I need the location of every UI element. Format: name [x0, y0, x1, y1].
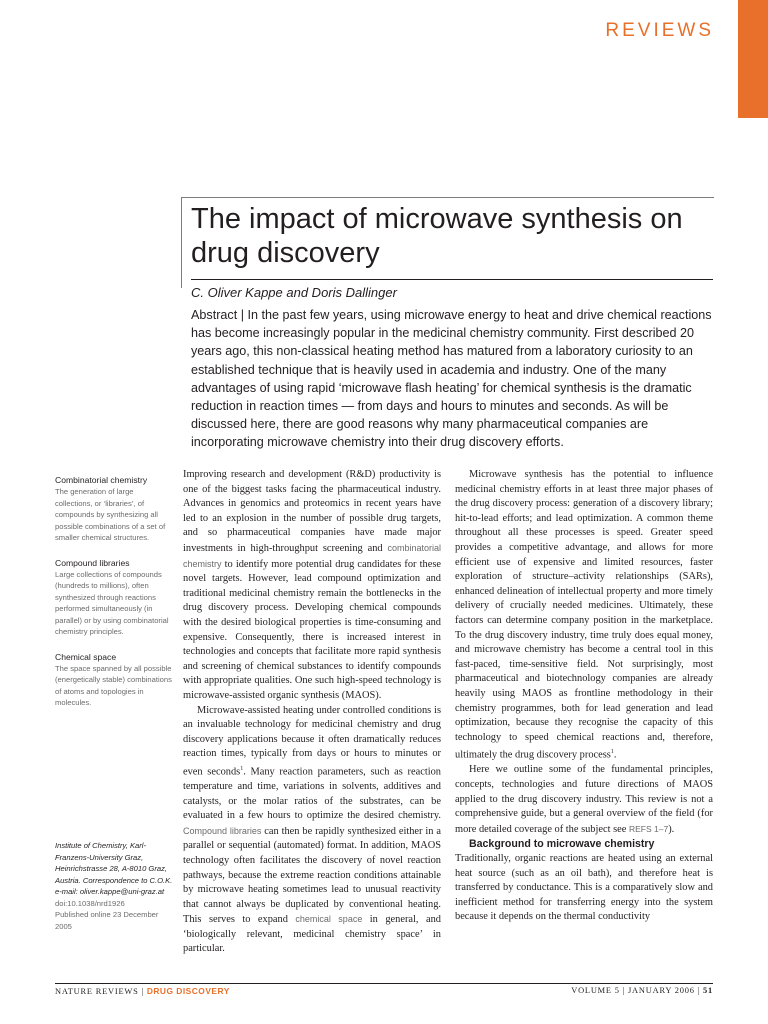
abstract: Abstract | In the past few years, using microwave energy to heat and drive chemical reactions has become increasingly popular in the medicinal chemistry community. First described 20 years ago, this non-classical heating method has matured from a laboratory curiosity to an established technique that is heavily used in academia and industry. One of the many advantages of using rapid ‘microwave flash heating’ for chemical synthesis is the dramatic reduction in reaction times — from days and hours to minutes and seconds. As will be discussed here, there are good reasons why many pharmaceutical companies are incorporating microwave chemistry into their drug discovery efforts. — [191, 308, 712, 450]
glossary-link[interactable]: Compound libraries — [183, 825, 262, 836]
glossary-term: Chemical space — [55, 651, 117, 662]
section-heading: Background to microwave chemistry — [469, 838, 655, 851]
footer-section: DRUG DISCOVERY — [146, 986, 230, 996]
section-color-tab — [738, 0, 768, 118]
body-paragraph: Improving research and development (R&D) productivity is one of the biggest tasks facing the pharmaceutical industry. Advances in genomics and proteomics in recent years have led to an explosion in the number of possible drug targets, and so pharmaceutical companies have made major investments in high-throughput screening and combinatorial chemistry to identify more potential drug candidates for these novel targets. However, lead compound optimization and traditional medicinal chemistry remain the bottlenecks in the drug discovery process. Developing chemical compounds with the desired biological properties is time-consuming and expensive. Consequently, there is increased interest in technologies and concepts that facilitate more rapid synthesis and screening of chemical substances to identify compounds with appropriate qualities. One such high-speed technology is microwave-assisted organic synthesis (MAOS). — [183, 469, 441, 701]
glossary-link[interactable]: chemical space — [295, 914, 363, 925]
body-column-1 — [183, 468, 441, 957]
footer-journal: NATURE REVIEWS | DRUG DISCOVERY — [55, 986, 230, 996]
body-paragraph: Microwave-assisted heating under controlled conditions is an invaluable technology for medicinal chemistry and drug discovery applications because it often dramatically reduces reaction times, typically from days or hours to minutes or even seconds$^1$. Many reaction parameters, such as reaction temperature and time, variations in solvents, additives and catalysts, or the molar ratios of the substrates, can be evaluated in a few hours to optimize the desired chemistry. Compound libraries can then be rapidly synthesized either in a parallel or sequential (automated) format. In addition, MAOS technology often facilitates the discovery of novel reaction pathways, because the extreme reaction conditions attainable by microwave heating sometimes lead to unusual reactivity that cannot always be duplicated by conventional heating. This serves to expand chemical space in general, and ‘biologically relevant, medicinal chemistry space’ in particular. — [183, 704, 441, 955]
article-title: The impact of microwave synthesis on drug discovery — [191, 203, 683, 269]
author-affiliation — [55, 840, 173, 932]
publication-date: Published online 23 December 2005 — [55, 910, 159, 931]
article-authors: C. Oliver Kappe and Doris Dallinger — [191, 285, 397, 300]
body-paragraph: Here we outline some of the fundamental principles, concepts, technologies and future directions of MAOS applied to the drug discovery industry. This review is not a comprehensive guide, but a general overview of the field (for more detailed coverage of the subject see REFS 1–7). — [455, 764, 713, 835]
reference-mark: 1 — [240, 765, 244, 772]
footer-rule — [55, 983, 713, 984]
body-paragraph: Microwave synthesis has the potential to influence medicinal chemistry efforts in at least three major phases of the drug discovery process: generation of a discovery library; hit-to-lead efforts; and lead optimization. A common theme throughout all these processes is speed. Greater speed provides a competitive advantage, and allows for more efficient use of expensive and limited resources, faster exploration of structure–activity relationships (SARs), enhanced delineation of intellectual property and more timely delivery of crucially needed medicines. Ultimately, these factors can determine company position in the marketplace. To the drug discovery industry, time truly does equal money, and microwave chemistry has become a central tool in this fast-paced, time-sensitive field. Not surprisingly, most pharmaceutical and biotechnology companies are already heavily using MAOS as frontline methodology in their chemistry programmes, both for lead generation and lead optimization, because they recognise the capacity of this technology to speed chemical reactions and, therefore, ultimately the drug discovery process$^1$. — [455, 469, 713, 761]
glossary-definition: Large collections of compounds (hundreds to millions), often synthesized through reactions performed simultaneously (in parallel) or by using combinatorial chemistry principles. — [55, 569, 169, 636]
glossary-definition: The generation of large collections, or ‘libraries’, of compounds by synthesizing all possible combinations of a set of smaller chemical structures. — [55, 487, 166, 542]
affiliation-address: Institute of Chemistry, Karl-Franzens-University Graz, Heinrichstrasse 28, A-8010 Graz, Austria. Correspondence to C.O.K. e-mail: oliver.kappe@uni-graz.at — [55, 841, 173, 896]
glossary-link[interactable]: combinatorial chemistry — [183, 542, 441, 569]
glossary-sidebar — [55, 474, 173, 722]
body-paragraph: Traditionally, organic reactions are heated using an external heat source (such as an oil bath), and therefore heat is transferred by conductance. This is a comparatively slow and inefficient method for transferring energy into the system because it depends on the thermal conductivity — [455, 852, 713, 923]
glossary-entry — [55, 557, 173, 638]
glossary-term: Combinatorial chemistry — [55, 475, 148, 485]
footer-issue: VOLUME 5 | JANUARY 2006 | 51 — [571, 986, 713, 995]
body-column-2 — [455, 468, 713, 925]
section-label: REVIEWS — [605, 20, 714, 41]
glossary-definition: The space spanned by all possible (energetically stable) combinations of atoms and topologies in molecules. — [55, 663, 172, 707]
glossary-entry — [55, 474, 173, 544]
title-rule — [191, 279, 713, 280]
page-number: 51 — [703, 986, 713, 995]
reference-mark: 1 — [610, 749, 614, 756]
glossary-entry — [55, 651, 173, 709]
glossary-term: Compound libraries — [55, 557, 130, 568]
doi: doi:10.1038/nrd1926 — [55, 898, 125, 908]
references-link[interactable]: REFS 1–7 — [628, 823, 669, 834]
